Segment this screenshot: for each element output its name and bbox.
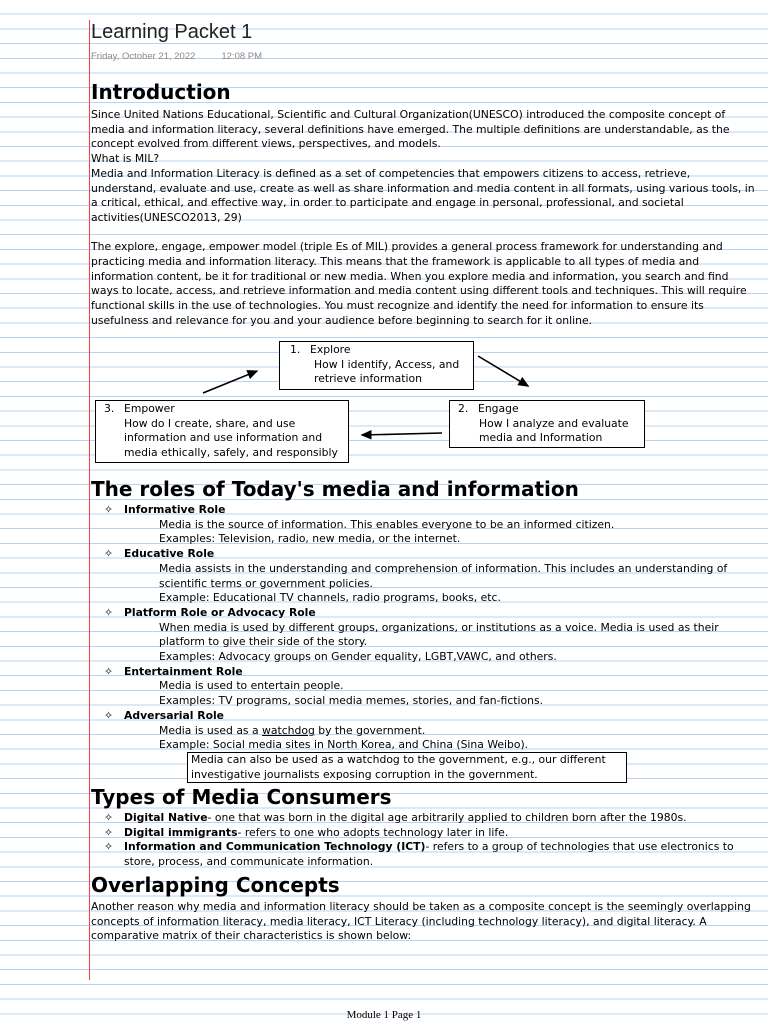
role-desc: Media is used to entertain people. — [159, 679, 344, 693]
empower-desc: How do I create, share, and use information and use information and media ethically, safely, and responsibly — [124, 416, 338, 460]
role-example: Examples: Television, radio, new media, or the internet. — [159, 532, 461, 546]
empower-title: Empower — [124, 402, 175, 415]
roles-heading: The roles of Today's media and information — [91, 477, 579, 501]
role-entertainment — [104, 665, 754, 709]
watchdog-note: Media can also be used as a watchdog to the government, e.g., our different investigative journalists exposing corruption in the government. — [191, 753, 606, 781]
intro-heading: Introduction — [91, 80, 231, 104]
consumer-item: ✧ Digital Native- one that was born in the digital age arbitrarily applied to children born after the 1980s. — [104, 811, 687, 824]
diamond-bullet-icon: ✧ — [104, 547, 114, 561]
role-educative — [104, 547, 754, 606]
role-example: Example: Educational TV channels, radio programs, books, etc. — [159, 591, 501, 605]
diamond-bullet-icon: ✧ — [104, 825, 114, 839]
watchdog-link: watchdog — [262, 723, 315, 737]
diamond-bullet-icon: ✧ — [104, 664, 114, 678]
roles-list — [104, 503, 754, 753]
explore-title: Explore — [310, 343, 351, 356]
consumer-item: ✧ Digital immigrants- refers to one who adopts technology later in life. — [104, 825, 509, 839]
page-title: Learning Packet 1 — [91, 21, 253, 43]
role-desc: When media is used by different groups, organizations, or institutions as a voice. Media is used as their platform to give their side of the story. — [159, 620, 719, 649]
role-desc: Media is the source of information. This enables everyone to be an informed citizen. — [159, 517, 615, 531]
role-example: Examples: Advocacy groups on Gender equality, LGBT,VAWC, and others. — [159, 650, 557, 664]
role-desc: Media assists in the understanding and comprehension of information. This includes an understanding of scientific terms or government policies. — [159, 561, 728, 590]
engage-desc: How I analyze and evaluate media and Information — [479, 416, 629, 445]
intro-paragraph-2: Media and Information Literacy is defined as a set of competencies that empowers citizens to access, retrieve, understand, evaluate and use, create as well as share information and media content in all formats, using various tools, in a critical, ethical, and effective way, in order to participate and engage in personal, professional, and societal activities(UNESCO2013, 29) — [91, 166, 755, 224]
intro-paragraph-1: Since United Nations Educational, Scientific and Cultural Organization(UNESCO) introduced the composite concept of media and information literacy, several definitions have emerged. The multiple definitions are understandable, as the concept evolved from different views, perspectives, and models. — [91, 108, 730, 151]
role-title: Educative Role — [124, 547, 215, 561]
intro-question: What is MIL? — [91, 152, 160, 166]
explore-desc: How I identify, Access, and retrieve information — [314, 357, 460, 386]
empower-number: 3. — [104, 402, 115, 415]
consumers-list — [104, 811, 754, 870]
engage-title: Engage — [478, 402, 519, 415]
arrow-explore-to-engage — [478, 356, 528, 386]
page-footer: Module 1 Page 1 — [346, 1009, 422, 1021]
role-informative — [104, 503, 754, 547]
diamond-bullet-icon: ✧ — [104, 708, 114, 722]
time-text: 12:08 PM — [221, 51, 263, 62]
overlap-paragraph: Another reason why media and information literacy should be taken as a composite concept is the seemingly overlapping concepts of information literacy, media literacy, ICT Literacy (including technology literacy), and digital literacy. A comparative matrix of their characteristics is shown below: — [91, 900, 751, 943]
diamond-bullet-icon: ✧ — [104, 840, 114, 854]
role-title: Adversarial Role — [124, 708, 225, 722]
arrow-engage-to-empower — [362, 433, 442, 435]
role-title: Platform Role or Advocacy Role — [124, 605, 316, 619]
diamond-bullet-icon: ✧ — [104, 503, 114, 516]
engage-number: 2. — [458, 402, 469, 415]
consumers-heading: Types of Media Consumers — [91, 785, 392, 809]
role-title: Informative Role — [124, 503, 226, 516]
role-adversarial — [104, 709, 754, 753]
arrow-empower-to-explore — [203, 371, 257, 393]
role-desc: Media is used as a watchdog by the government. — [159, 723, 426, 737]
role-title: Entertainment Role — [124, 664, 243, 678]
role-platform — [104, 606, 754, 665]
intro-paragraph-3: The explore, engage, empower model (triple Es of MIL) provides a general process framework for understanding and practicing media and information literacy. This means that the framework is applicable to all types of media and information content, be it for traditional or new media. When you explore media and information, you search and find ways to locate, access, and retrieve information and media content using different tools and techniques. This will require functional skills in the use of technologies. You must recognize and identify the need for information to ensure its usefulness and relevance for you and your audience before beginning to search for it online. — [91, 240, 747, 327]
role-example: Examples: TV programs, social media memes, stories, and fan-fictions. — [159, 694, 544, 708]
date-text: Friday, October 21, 2022 — [91, 51, 196, 62]
overlap-body — [91, 900, 757, 944]
diamond-bullet-icon: ✧ — [104, 811, 114, 824]
watchdog-note-box — [187, 752, 627, 783]
consumer-item: ✧ Information and Communication Technology (ICT)- refers to a group of technologies that use electronics to store, process, and communicate information. — [104, 840, 734, 869]
explore-number: 1. — [290, 343, 301, 356]
overlap-heading: Overlapping Concepts — [91, 873, 340, 897]
role-example: Example: Social media sites in North Korea, and China (Sina Weibo). — [159, 738, 529, 752]
diamond-bullet-icon: ✧ — [104, 605, 114, 619]
